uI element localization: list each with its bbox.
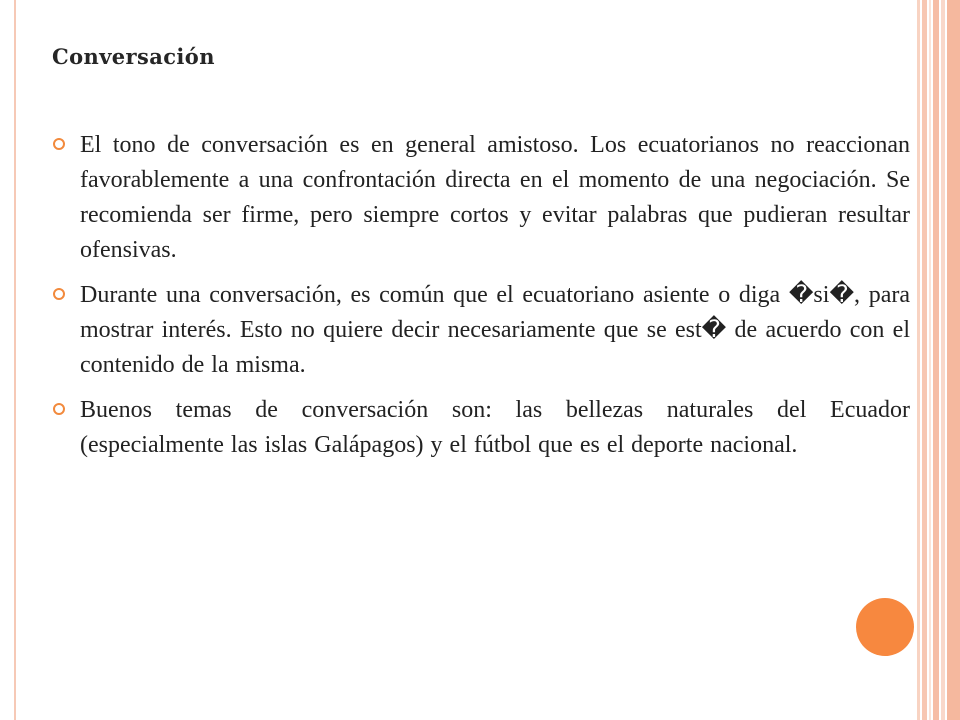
right-stripe: [933, 0, 939, 720]
bullet-text: Durante una conversación, es común que el ecuatoriano asiente o diga �si�, para mostrar interés. Esto no quiere decir necesariamente que se est� de acuerdo con el contenido de la misma.: [80, 282, 910, 378]
bullet-text: Buenos temas de conversación son: las bellezas naturales del Ecuador (especialmente las islas Galápagos) y el fútbol que es el deporte nacional.: [80, 397, 910, 458]
slide-title: Conversación: [52, 44, 215, 69]
right-stripe: [929, 0, 931, 720]
bullet-text: El tono de conversación es en general amistoso. Los ecuatorianos no reaccionan favorablemente a una confrontación directa en el momento de una negociación. Se recomienda ser firme, pero siempre cortos y evitar palabras que pudieran resultar ofensivas.: [80, 132, 910, 263]
right-stripe: [917, 0, 920, 720]
right-stripe: [947, 0, 960, 720]
right-stripe: [941, 0, 945, 720]
ring-bullet-icon: [53, 138, 65, 150]
right-stripe: [922, 0, 927, 720]
bullet-item: [52, 393, 910, 463]
bullet-item: [52, 278, 910, 383]
left-border-line: [14, 0, 16, 720]
orange-circle-icon: [856, 598, 914, 656]
bullet-list: [52, 128, 910, 473]
bullet-item: [52, 128, 910, 268]
ring-bullet-icon: [53, 403, 65, 415]
ring-bullet-icon: [53, 288, 65, 300]
